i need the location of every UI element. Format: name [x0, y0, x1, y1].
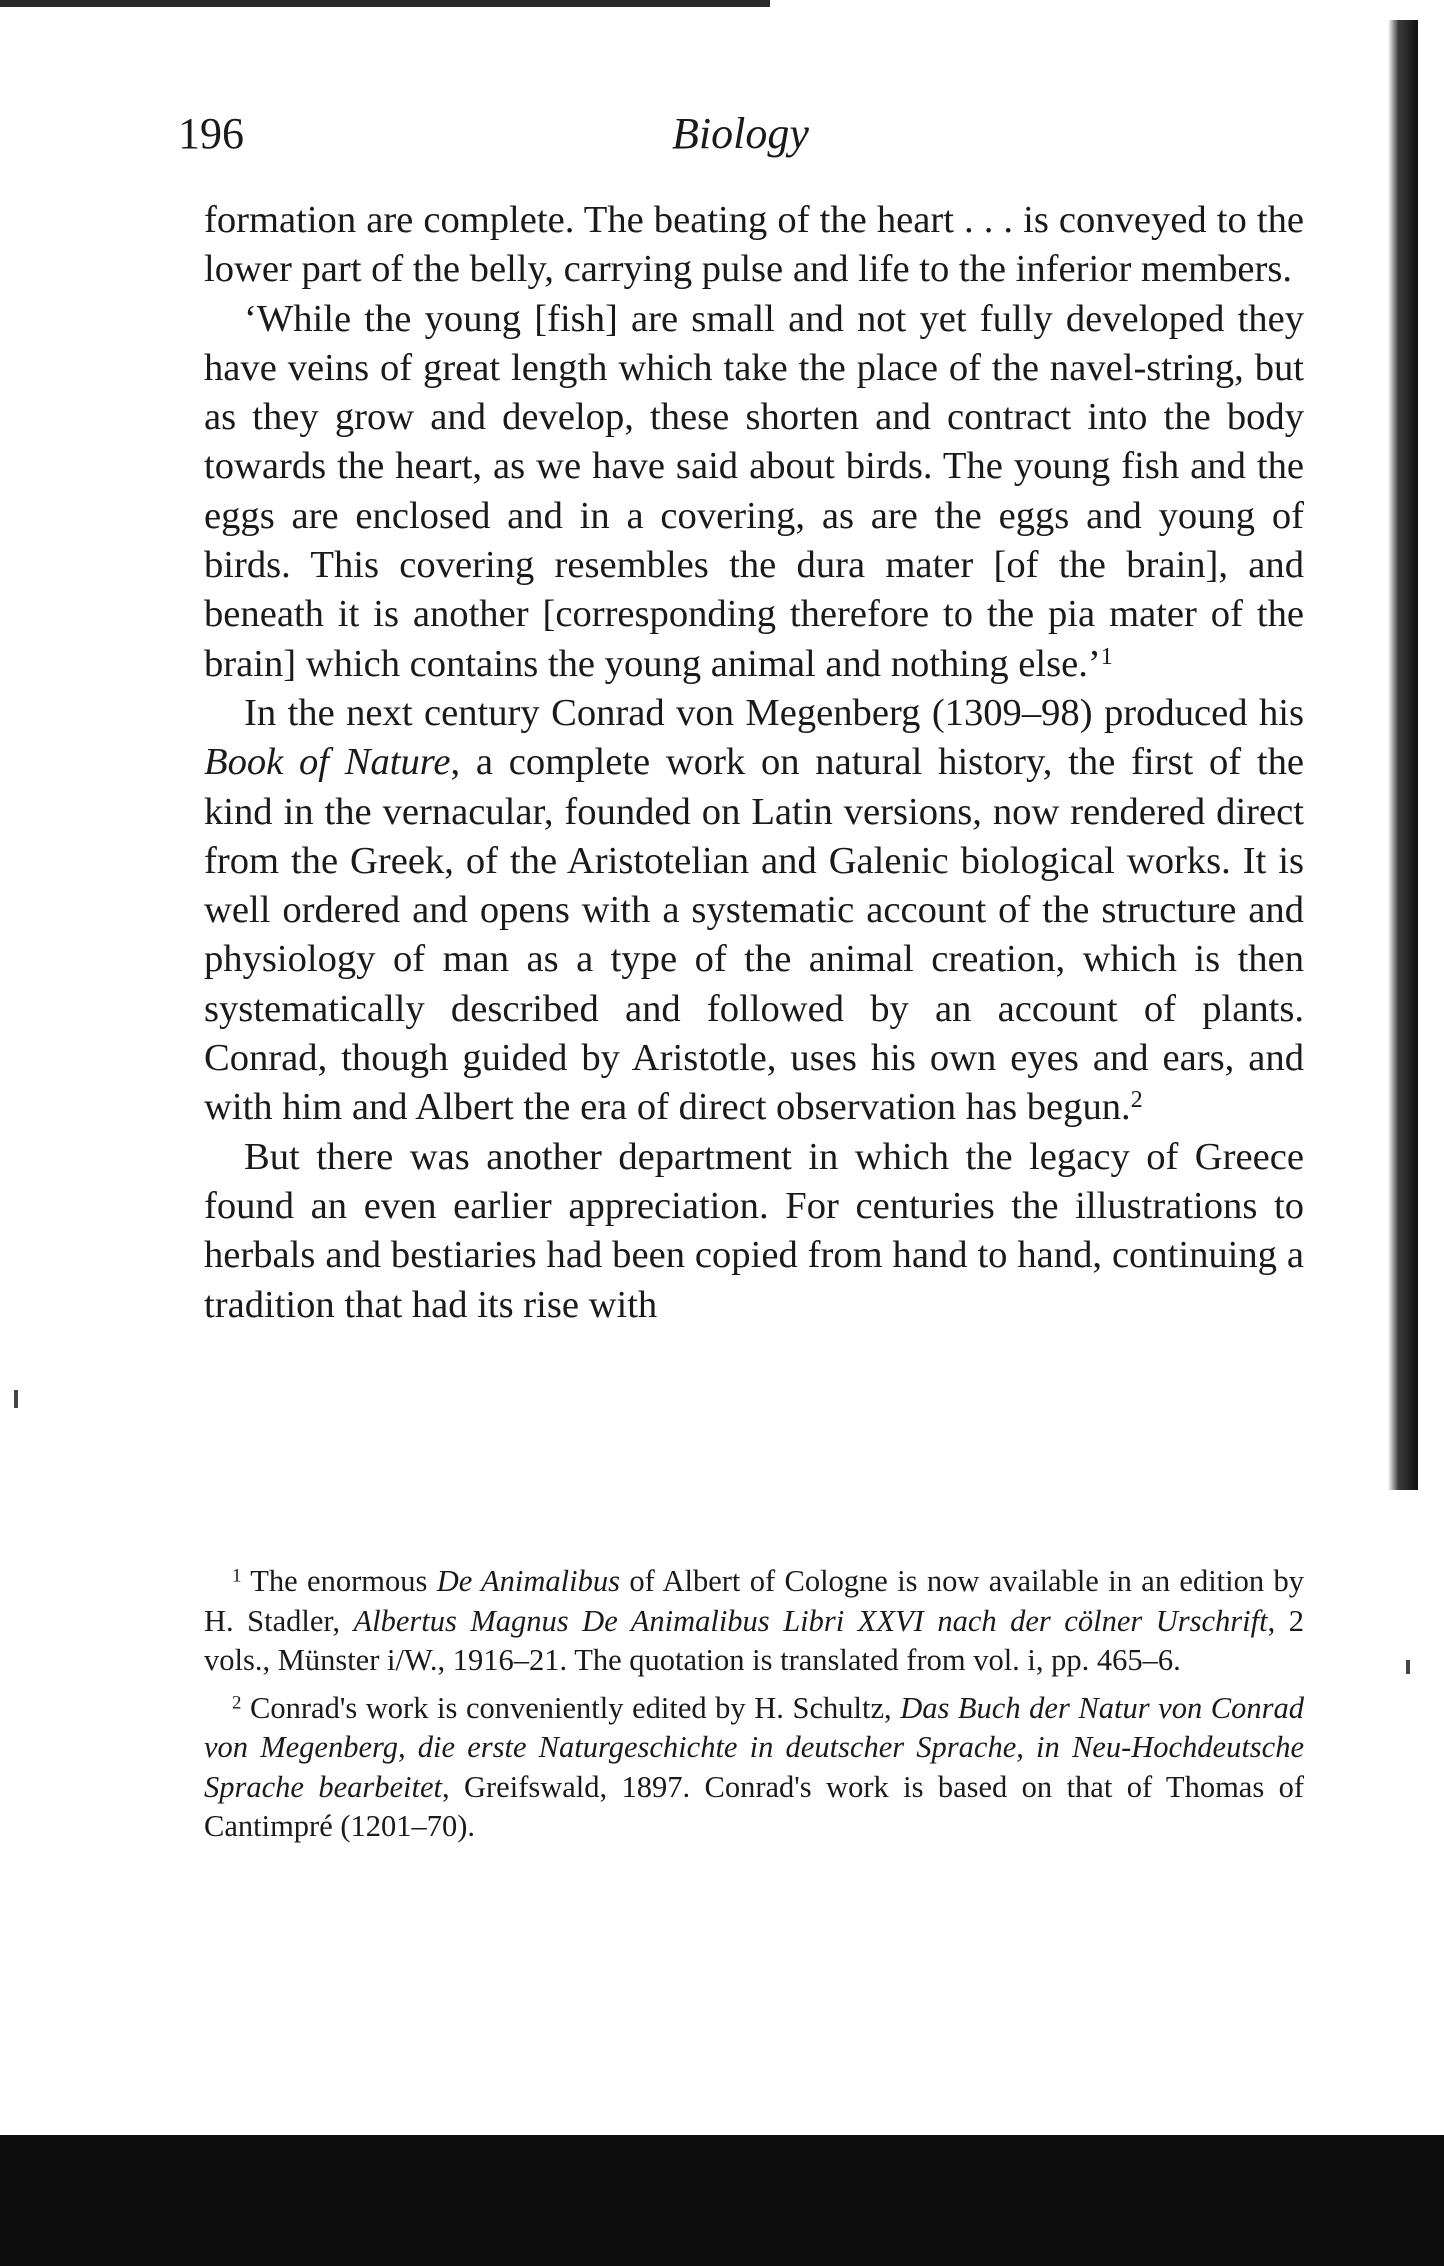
paragraph-text: , a complete work on natural history, the first of the kind in the vernacular, founded on Latin versions, now rendered direct from the Greek, of the Aristotelian and Galenic biological works. It is well ordered and opens with a systematic account of the structure and physiology of man as a type of the animal creation, which is then systematically described and followed by an account of plants. Conrad, though guided by Aristotle, uses his own eyes and ears, and with him and Albert the era of direct observation has begun.: [204, 741, 1304, 1129]
running-head: Biology: [672, 109, 809, 158]
work-title: Albertus Magnus De Animalibus Libri XXVI nach der cölner Urschrift: [353, 1603, 1268, 1638]
footnote-text: Conrad's work is conveniently edited by H. Schultz,: [250, 1690, 901, 1725]
footnote-number: 1: [232, 1565, 242, 1587]
footnote-text: The enormous: [250, 1564, 437, 1598]
bottom-scan-edge: [0, 2135, 1444, 2266]
page-number: 196: [178, 109, 244, 158]
footnote-text: of Albert of Cologne is now available in an edition by H. Stadler,: [204, 1564, 1304, 1638]
margin-mark-left: [14, 1390, 18, 1408]
right-scan-edge: [1388, 20, 1418, 1490]
footnotes: [204, 1562, 1304, 1855]
footnote-2: [204, 1689, 1304, 1847]
footnote-text: , Greifswald, 1897. Conrad's work is based on that of Thomas of Cantimpré (1201–70).: [204, 1769, 1304, 1843]
paragraph-greece: But there was another department in which the legacy of Greece found an even earlier appreciation. For centuries the illustrations to herbals and bestiaries had been copied from hand to hand, continuing a tradition that had its rise with: [204, 1135, 1304, 1326]
margin-mark-right: [1406, 1660, 1410, 1674]
note-ref-1: 1: [1100, 643, 1113, 670]
work-title: Das Buch der Natur von Conrad von Megenberg, die erste Naturgeschichte in deutscher Sprache, in Neu-Hochdeutsche Sprache bearbeitet: [204, 1690, 1304, 1804]
paragraph-text: In the next century Conrad von Megenberg (1309–98) produced his: [244, 691, 1304, 734]
book-title: Book of Nature: [204, 741, 451, 784]
footnote-text: , 2 vols., Münster i/W., 1916–21. The quotation is translated from vol. i, pp. 465–6.: [204, 1603, 1305, 1677]
paragraph-conrad: [204, 689, 1304, 1133]
quotation-text: ‘While the young [fish] are small and not yet fully developed they have veins of great length which take the place of the navel-string, but as they grow and develop, these shorten and contract into the body towards the heart, as we have said about birds. The young fish and the eggs are enclosed and in a covering, as are the eggs and young of birds. This covering resembles the dura mater [of the brain], and beneath it is another [corresponding therefore to the pia mater of the brain] which contains the young animal and nothing else.’: [204, 297, 1304, 685]
note-ref-2: 2: [1130, 1087, 1143, 1114]
paragraph-continuation: formation are complete. The beating of the heart . . . is conveyed to the lower part of the belly, carrying pulse and life to the inferior members.: [204, 199, 1304, 291]
footnote-1: [204, 1562, 1304, 1681]
top-scan-edge: [0, 0, 770, 7]
footnote-number: 2: [232, 1692, 242, 1714]
body-text: [204, 196, 1304, 1330]
work-title: De Animalibus: [436, 1564, 621, 1598]
paragraph-quotation: [204, 295, 1304, 689]
